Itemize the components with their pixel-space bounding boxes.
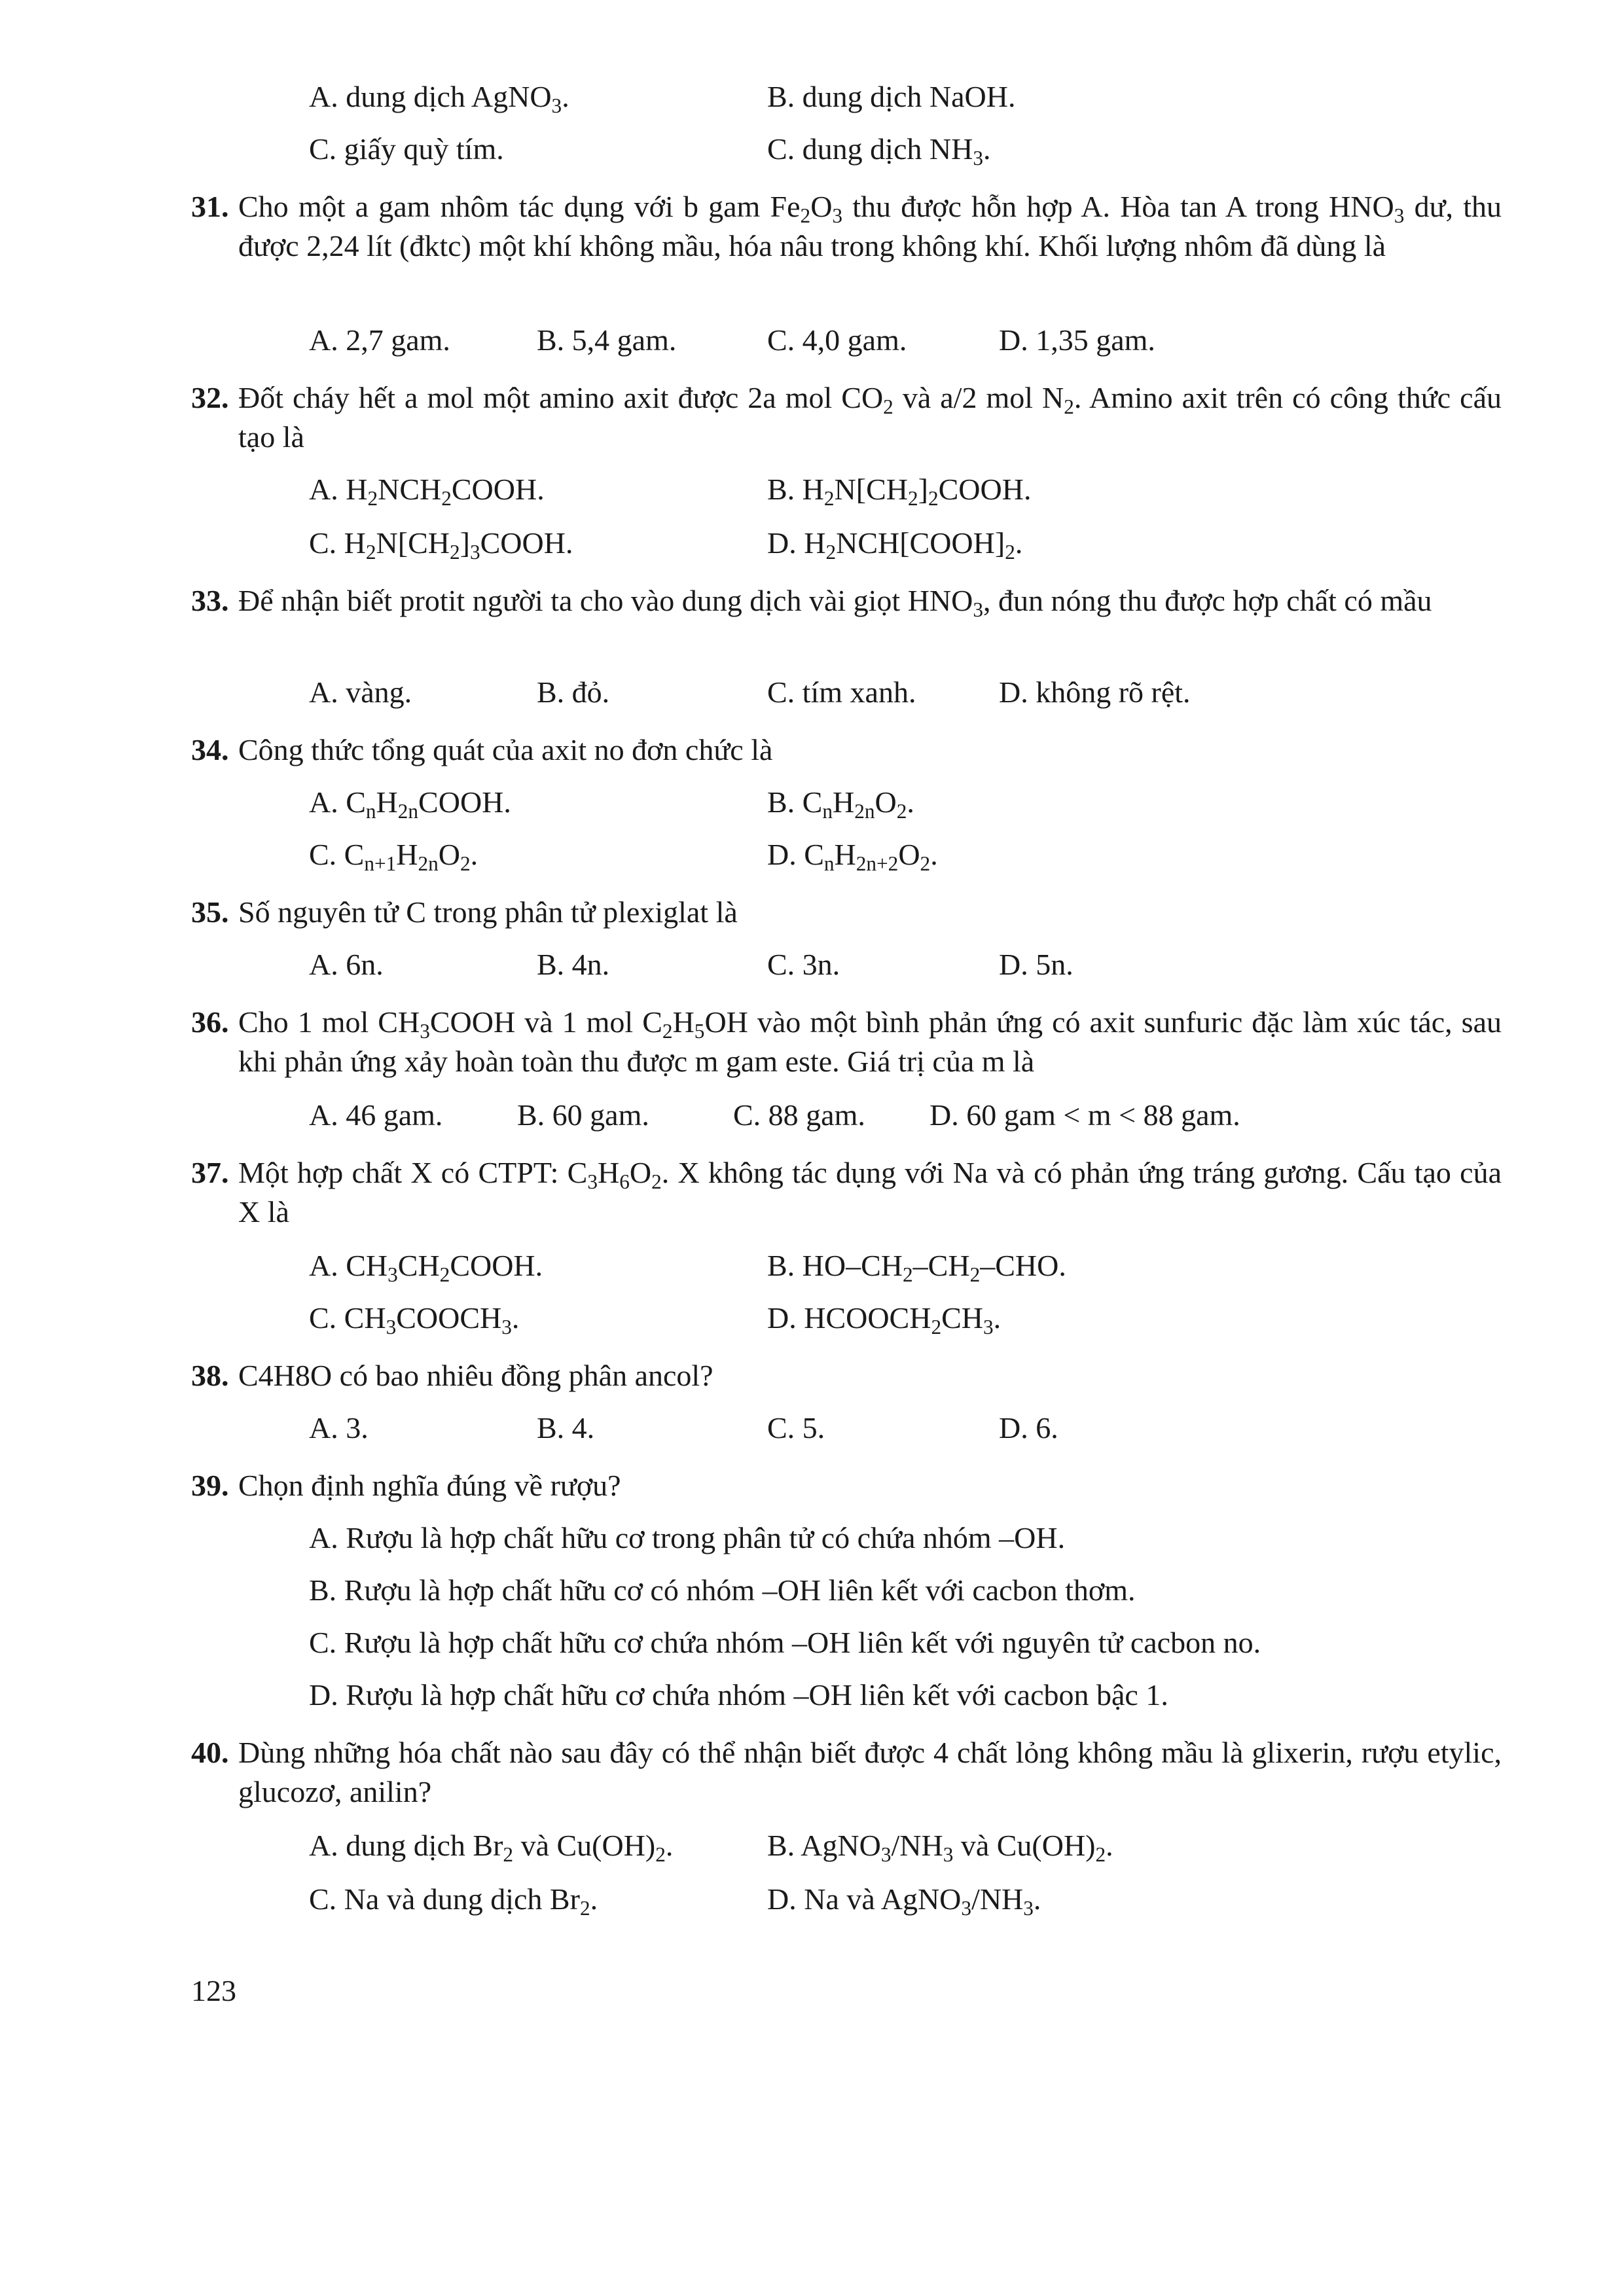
q31-option-c: C. 4,0 gam.: [767, 323, 907, 357]
q36-option-b: B. 60 gam.: [517, 1098, 649, 1132]
q37-option-c: C. $CH_3COOCH_3$.: [309, 1301, 520, 1338]
q30-option-a: A. dung dịch AgNO$_3$.: [309, 80, 569, 117]
q31-option-d: D. 1,35 gam.: [999, 323, 1155, 357]
q30-option-c-2: C. dung dịch $NH_3$.: [767, 132, 991, 170]
q38-option-c: C. 5.: [767, 1411, 825, 1444]
q36-option-d: D. 60 gam < m < 88 gam.: [929, 1098, 1240, 1132]
q31-number: 31.: [191, 190, 229, 223]
q35-option-c: C. 3n.: [767, 948, 840, 981]
page-number: 123: [191, 1974, 236, 2007]
q37-option-a: A. $CH_3CH_2COOH$.: [309, 1249, 543, 1286]
q34-option-a: A. $C_nH_{2n}COOH$.: [309, 785, 511, 823]
q38-option-a: A. 3.: [309, 1411, 369, 1444]
q39-number: 39.: [191, 1469, 229, 1502]
q33-option-c: C. tím xanh.: [767, 675, 916, 709]
q36-option-a: A. 46 gam.: [309, 1098, 443, 1132]
q33-option-a: A. vàng.: [309, 675, 412, 709]
q32-option-a: A. $H_2NCH_2COOH$.: [309, 473, 545, 510]
q33-option-b: B. đỏ.: [537, 675, 610, 709]
q32-option-c: C. $H_2N[CH_2]_3COOH$.: [309, 526, 573, 564]
q40-option-c: C. Na và dung dịch $Br_2$.: [309, 1882, 598, 1920]
q34-option-b: B. $C_nH_{2n}O_2$.: [767, 785, 914, 823]
q30-option-c-1: C. giấy quỳ tím.: [309, 132, 504, 166]
q38-number: 38.: [191, 1359, 229, 1392]
q39-text: Chọn định nghĩa đúng về rượu?: [238, 1469, 621, 1502]
q32-option-b: B. $H_2N[CH_2]_2COOH$.: [767, 473, 1032, 510]
q34-text: Công thức tổng quát của axit no đơn chức là: [238, 733, 773, 766]
q40-text: Dùng những hóa chất nào sau đây có thể nhận biết được 4 chất lỏng không mầu là glixerin, rượu etylic, glucozơ, anilin?: [238, 1736, 1502, 1808]
q30-option-b: B. dung dịch NaOH.: [767, 80, 1016, 113]
q33-number: 33.: [191, 584, 229, 617]
q40-number: 40.: [191, 1736, 229, 1769]
q35-option-d: D. 5n.: [999, 948, 1074, 981]
q33-text: Để nhận biết protit người ta cho vào dung dịch vài giọt $HNO_3$, đun nóng thu được hợp chất có mầu: [238, 584, 1432, 621]
q39-option-b: B. Rượu là hợp chất hữu cơ có nhóm –OH liên kết với cacbon thơm.: [309, 1573, 1136, 1607]
q39-option-a: A. Rượu là hợp chất hữu cơ trong phân tử có chứa nhóm –OH.: [309, 1521, 1066, 1554]
q32-text: Đốt cháy hết a mol một amino axit được 2a mol $CO_2$ và a/2 mol $N_2$. Amino axit trên có công thức cấu tạo là: [238, 381, 1502, 454]
q40-option-d: D. Na và $AgNO_3/NH_3$.: [767, 1882, 1041, 1920]
q34-number: 34.: [191, 733, 229, 766]
q37-number: 37.: [191, 1156, 229, 1189]
q35-number: 35.: [191, 895, 229, 929]
q37-option-b: B. $HO-CH_2-CH_2$–CHO.: [767, 1249, 1066, 1286]
q38-option-b: B. 4.: [537, 1411, 595, 1444]
q32-option-d: D. $H_2NCH[COOH]_2$.: [767, 526, 1023, 564]
q35-option-a: A. 6n.: [309, 948, 384, 981]
q39-option-c: C. Rượu là hợp chất hữu cơ chứa nhóm –OH liên kết với nguyên tử cacbon no.: [309, 1626, 1261, 1659]
q37-text: Một hợp chất X có CTPT: $C_3H_6O_2$. X không tác dụng với Na và có phản ứng tráng gương. Cấu tạo của X là: [238, 1156, 1502, 1229]
q38-text: C4H8O có bao nhiêu đồng phân ancol?: [238, 1359, 713, 1392]
q40-option-b: B. $AgNO_3/NH_3$ và $Cu(OH)_2$.: [767, 1829, 1113, 1866]
q33-option-d: D. không rõ rệt.: [999, 675, 1191, 709]
q34-option-c: C. $C_{n+1}H_{2n}O_2$.: [309, 838, 478, 875]
q40-option-a: A. dung dịch $Br_2$ và $Cu(OH)_2$.: [309, 1829, 674, 1866]
q37-option-d: D. $HCOOCH_2CH_3$.: [767, 1301, 1001, 1338]
q31-option-a: A. 2,7 gam.: [309, 323, 450, 357]
q35-option-b: B. 4n.: [537, 948, 610, 981]
q31-option-b: B. 5,4 gam.: [537, 323, 677, 357]
q36-text: Cho 1 mol $CH_3COOH$ và 1 mol $C_2H_5OH$ vào một bình phản ứng có axit sunfuric đặc làm xúc tác, sau khi phản ứng xảy hoàn toàn thu được m gam este. Giá trị của m là: [238, 1005, 1502, 1078]
q38-option-d: D. 6.: [999, 1411, 1058, 1444]
q36-option-c: C. 88 gam.: [733, 1098, 865, 1132]
q35-text: Số nguyên tử C trong phân tử plexiglat là: [238, 895, 738, 929]
q39-option-d: D. Rượu là hợp chất hữu cơ chứa nhóm –OH liên kết với cacbon bậc 1.: [309, 1678, 1168, 1712]
q31-text: Cho một a gam nhôm tác dụng với b gam $Fe_2O_3$ thu được hỗn hợp A. Hòa tan A trong $HNO_3$ dư, thu được 2,24 lít (đktc) một khí không mầu, hóa nâu trong không khí. Khối lượng nhôm đã dùng là: [238, 190, 1502, 262]
q36-number: 36.: [191, 1005, 229, 1039]
q32-number: 32.: [191, 381, 229, 414]
q34-option-d: D. $C_nH_{2n+2}O_2$.: [767, 838, 938, 875]
